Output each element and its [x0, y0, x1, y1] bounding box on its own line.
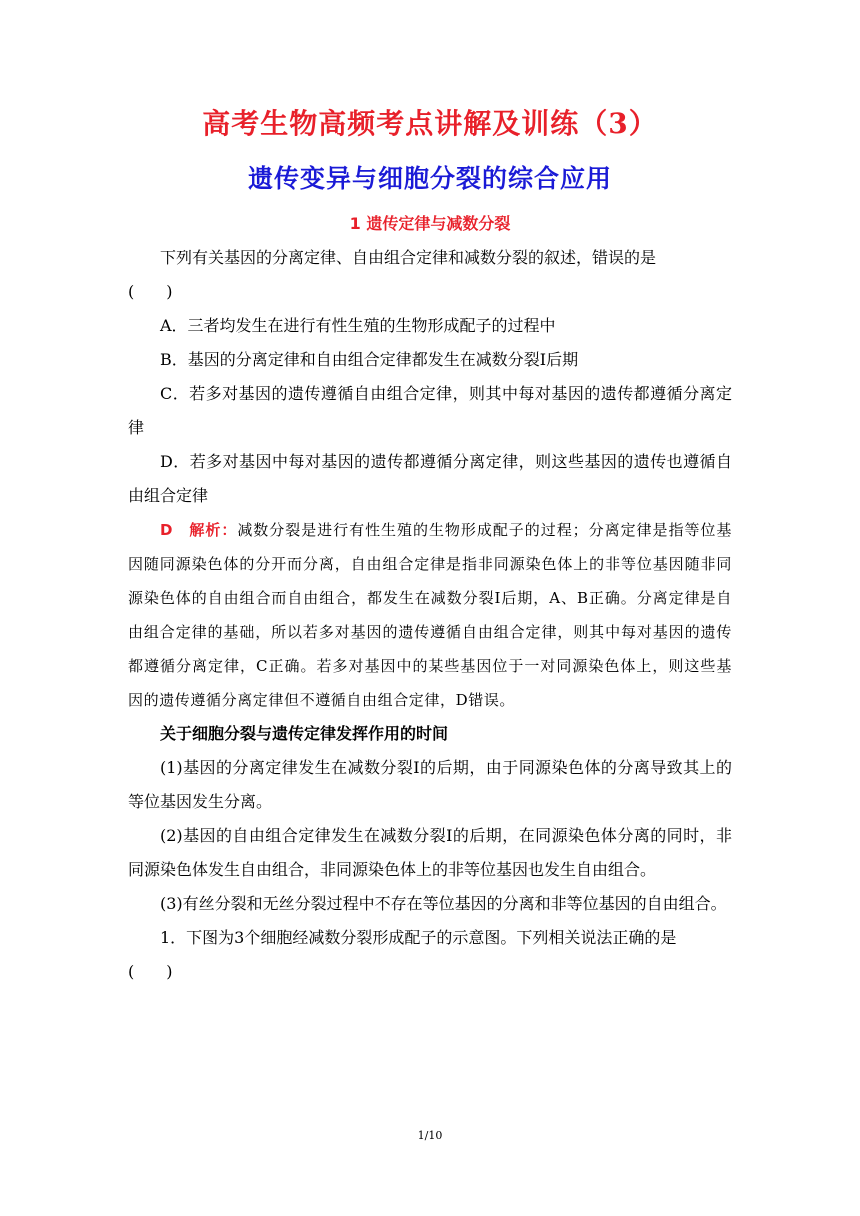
answer-analysis [128, 513, 732, 717]
page-title: 高考生物高频考点讲解及训练（3） [202, 107, 658, 140]
answer-label: D 解析： [160, 521, 238, 539]
note-item-1: (1)基因的分离定律发生在减数分裂Ⅰ的后期，由于同源染色体的分离导致其上的等位基因发生分离。 [128, 758, 732, 811]
page-number: 1/10 [417, 1129, 443, 1142]
question-bracket: ( ) [128, 282, 173, 301]
section-heading: 1 遗传定律与减数分裂 [349, 214, 511, 233]
question-stem: 下列有关基因的分离定律、自由组合定律和减数分裂的叙述，错误的是 [160, 248, 657, 267]
answer-text: 减数分裂是进行有性生殖的生物形成配子的过程；分离定律是指等位基因随同源染色体的分开而分离，自由组合定律是指非同源染色体上的非等位基因随非同源染色体的自由组合而自由组合，都发生在减数分裂Ⅰ后期，A、B正确。分离定律是自由组合定律的基础，所以若多对基因的遗传遵循自由组合定律，则其中每对基因的遗传都遵循分离定律，C正确。若多对基因中的某些基因位于一对同源染色体上，则这些基因的遗传遵循分离定律但不遵循自由组合定律，D错误。 [128, 521, 733, 709]
note-item-2: (2)基因的自由组合定律发生在减数分裂Ⅰ的后期，在同源染色体分离的同时，非同源染色体发生自由组合，非同源染色体上的非等位基因也发生自由组合。 [128, 826, 732, 879]
option-a: A．三者均发生在进行有性生殖的生物形成配子的过程中 [160, 316, 556, 335]
question2-bracket: ( ) [128, 962, 173, 981]
note-item-3: (3)有丝分裂和无丝分裂过程中不存在等位基因的分离和非等位基因的自由组合。 [160, 894, 727, 913]
page-subtitle: 遗传变异与细胞分裂的综合应用 [247, 164, 612, 193]
question2-stem: 1．下图为3个细胞经减数分裂形成配子的示意图。下列相关说法正确的是 [160, 928, 677, 947]
note-heading: 关于细胞分裂与遗传定律发挥作用的时间 [160, 724, 449, 743]
option-d: D．若多对基因中每对基因的遗传都遵循分离定律，则这些基因的遗传也遵循自由组合定律 [128, 452, 732, 505]
document-body [128, 241, 732, 989]
option-c: C．若多对基因的遗传遵循自由组合定律，则其中每对基因的遗传都遵循分离定律 [128, 384, 732, 437]
option-b: B．基因的分离定律和自由组合定律都发生在减数分裂Ⅰ后期 [160, 350, 579, 369]
